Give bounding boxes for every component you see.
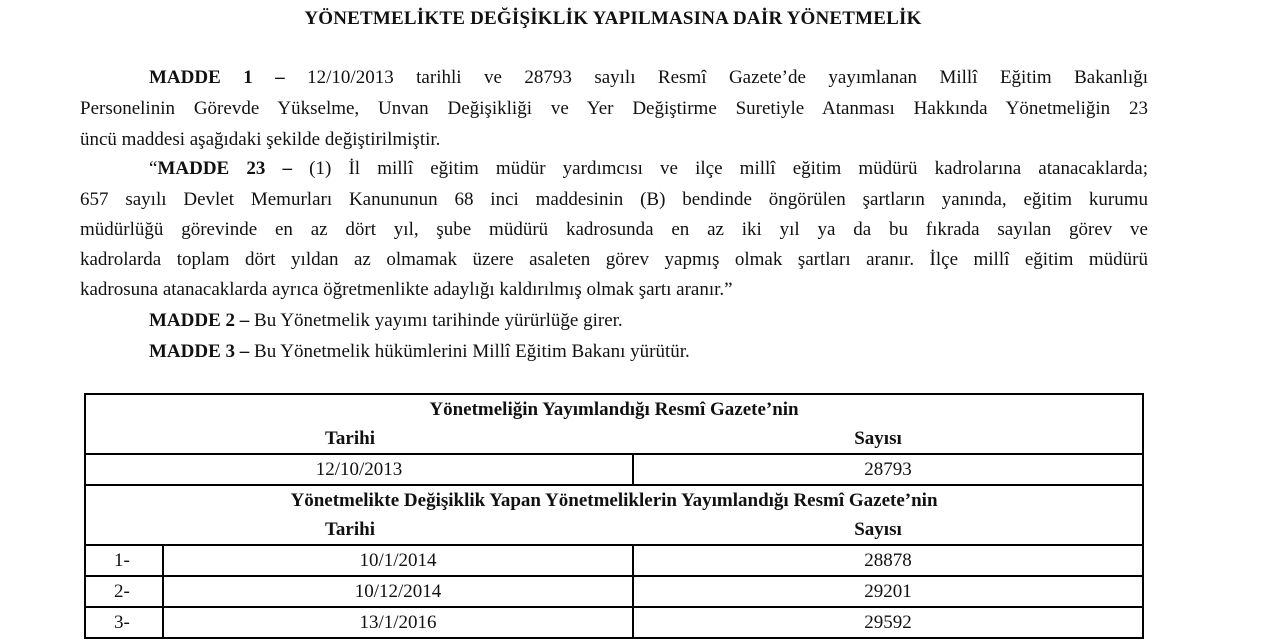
table-row (85, 545, 1143, 576)
col-number-header-2: Sayısı (854, 519, 902, 540)
table-header-amendments: Yönetmelikte Değişiklik Yapan Yönetmeliklerin Yayımlandığı Resmî Gazete’nin (85, 485, 1143, 515)
madde1-label: MADDE 1 – (149, 67, 285, 88)
madde23-label: MADDE 23 – (157, 158, 292, 179)
row-index: 1- (85, 545, 163, 576)
madde23-line5: kadrosuna atanacaklarda ayrıca öğretmenlikte adaylığı kaldırılmış olmak şartı aranır.” (80, 279, 733, 300)
madde3-text: Bu Yönetmelik hükümlerini Millî Eğitim Bakanı yürütür. (254, 341, 690, 362)
original-date: 12/10/2013 (85, 454, 633, 485)
row-date: 10/1/2014 (163, 545, 633, 576)
madde23-text-1: (1) İl millî eğitim müdür yardımcısı ve ilçe millî eğitim müdürü kadrolarına atanacaklarda; (309, 158, 1149, 179)
row-number: 29201 (633, 576, 1143, 607)
row-index: 3- (85, 607, 163, 638)
table-header-original: Yönetmeliğin Yayımlandığı Resmî Gazete’nin (85, 394, 1143, 424)
table-column-headers-2 (85, 515, 1143, 545)
col-number-header: Sayısı (854, 428, 902, 449)
madde23-quote: “ (149, 158, 158, 179)
row-index: 2- (85, 576, 163, 607)
document-title: YÖNETMELİKTE DEĞİŞİKLİK YAPILMASINA DAİR YÖNETMELİK (304, 8, 922, 29)
table-row (85, 454, 1143, 485)
madde3-label: MADDE 3 – (149, 341, 250, 362)
madde1-line1 (80, 62, 1148, 93)
madde2-text: Bu Yönetmelik yayımı tarihinde yürürlüğe girer. (254, 310, 623, 331)
madde23-line2: 657 sayılı Devlet Memurları Kanununun 68 inci maddesinin (B) bendinde öngörülen şartların yanında, eğitim kurumu (80, 189, 1148, 210)
table-row (85, 576, 1143, 607)
table-column-headers (85, 424, 1143, 454)
madde3 (80, 336, 1148, 367)
madde1-line2: Personelinin Görevde Yükselme, Unvan Değişikliği ve Yer Değiştirme Suretiyle Atanması Hakkında Yönetmeliğin 23 (80, 98, 1148, 119)
madde2-label: MADDE 2 – (149, 310, 250, 331)
madde1-text-1: 12/10/2013 tarihli ve 28793 sayılı Resmî Gazete’de yayımlanan Millî Eğitim Bakanlığı (307, 67, 1148, 88)
gazette-table (84, 393, 1144, 639)
table-row (85, 607, 1143, 638)
col-date-header-2: Tarihi (325, 519, 375, 540)
row-number: 29592 (633, 607, 1143, 638)
row-date: 13/1/2016 (163, 607, 633, 638)
row-number: 28878 (633, 545, 1143, 576)
madde23-line4: kadrolarda toplam dört yıldan az olmamak üzere asaleten görev yapmış olmak şartları aranır. İlçe millî eğitim müdürü (80, 249, 1148, 270)
row-date: 10/12/2014 (163, 576, 633, 607)
madde23-line3: müdürlüğü görevinde en az dört yıl, şube müdürü kadrosunda en az iki yıl ya da bu fıkrada sayılan görev ve (80, 219, 1148, 240)
col-date-header: Tarihi (325, 428, 375, 449)
original-number: 28793 (633, 454, 1143, 485)
madde2 (80, 305, 1148, 336)
madde1-line3: üncü maddesi aşağıdaki şekilde değiştirilmiştir. (80, 129, 441, 150)
madde23-line1 (80, 153, 1148, 184)
